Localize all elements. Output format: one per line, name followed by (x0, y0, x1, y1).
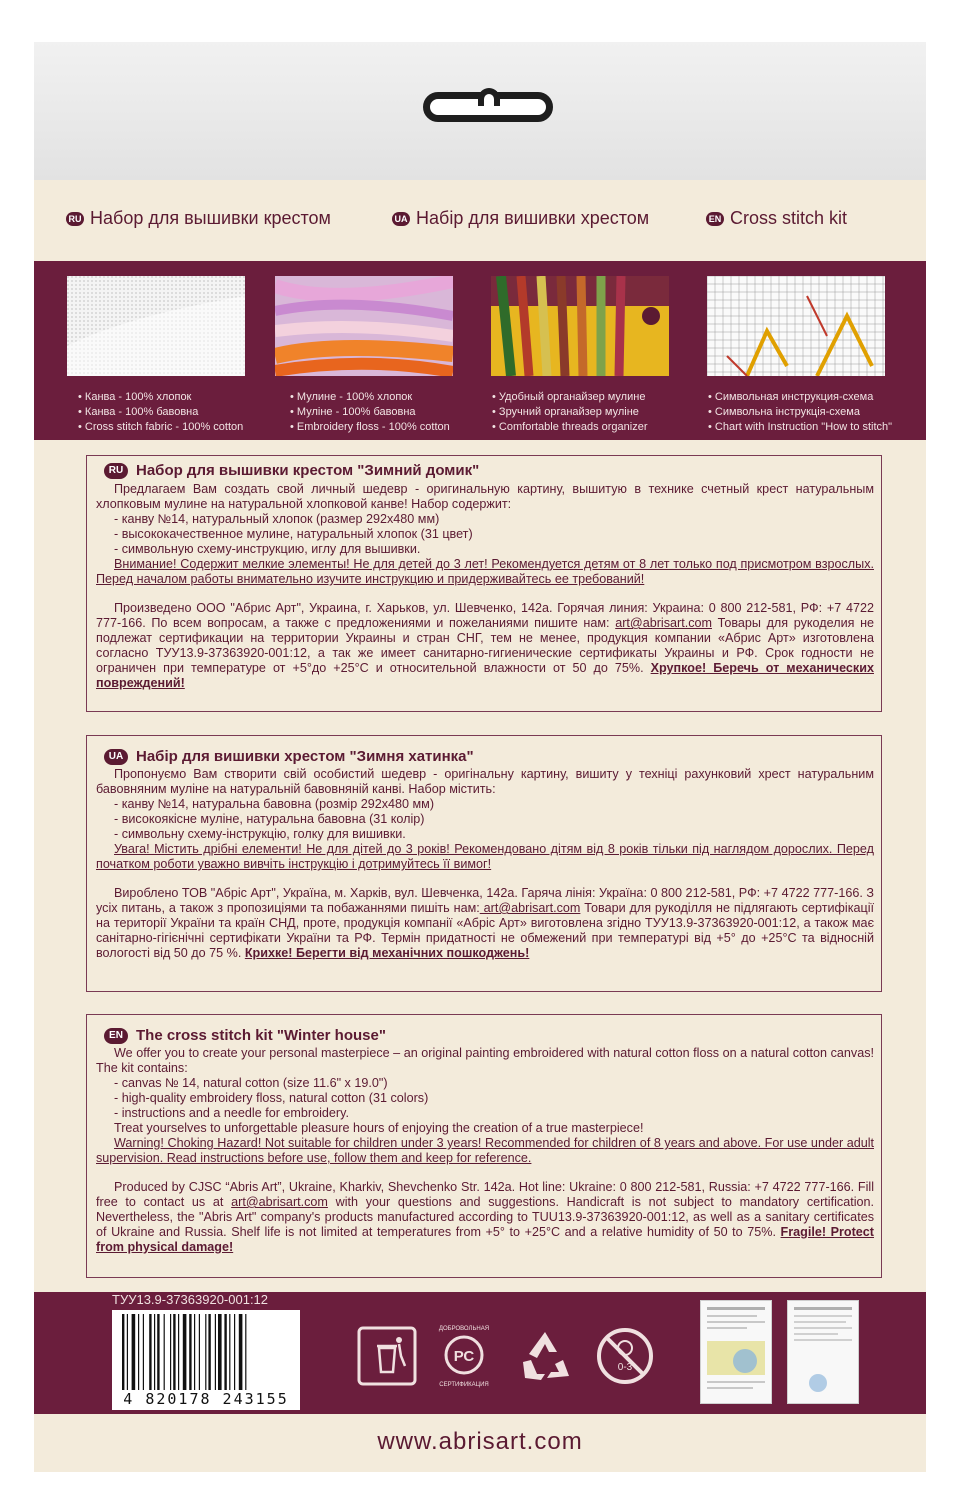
ua-section-title (104, 748, 474, 765)
feature-list-3 (492, 390, 648, 435)
recycle-icon (515, 1326, 575, 1386)
feature-item: • Comfortable threads organizer (492, 420, 648, 435)
floss-image (275, 276, 453, 376)
ru-item: - символьную схему-инструкцию, иглу для вышивки. (114, 542, 421, 556)
ru-producer-2: Товары для рукоделия не подлежат сертификации на территории Украины и стран СНГ, тем не менее, продукция компании «Абрис Арт» изготовлена согласно ТУУ13.9-37363920-001:12, а так же имеет санитарно-гигиенические сертификаты Украины и РФ. Срок годности не ограничен при температуре от +5°до +25°С и относительной влажности от 50 до 75%. (96, 616, 875, 675)
ru-section-title (104, 462, 479, 479)
canvas-fabric-image (67, 276, 245, 376)
ua-email-link[interactable]: art@abrisart.com (479, 901, 581, 915)
rst-mark: РС (453, 1348, 475, 1365)
en-badge: EN (706, 212, 724, 226)
ru-badge: RU (66, 212, 84, 226)
en-intro: We offer you to create your personal masterpiece – an original painting embroidered with natural cotton floss on a natural cotton canvas! The kit contains: (96, 1046, 874, 1075)
header-ru (66, 208, 331, 229)
feature-list-1 (78, 390, 243, 435)
feature-item: • Символьная инструкция-схема (708, 390, 892, 405)
rst-certification-icon (432, 1320, 496, 1390)
en-producer-1: Produced by CJSC “Abris Art”, Ukraine, Kharkiv, Shevchenko Str. 142a. Hot line: Ukraine: 0 800 212-581, Russia: +7 4722 777-166. Fill free to contact us at (96, 1180, 874, 1209)
certificate-russia (787, 1300, 859, 1404)
en-section-body (96, 1046, 874, 1255)
feature-item: • Канва - 100% хлопок (78, 390, 243, 405)
header-ua (392, 208, 649, 229)
ru-intro: Предлагаем Вам создать свой личный шедевр - оригинальную картину, вышитую в технике счетный крест натуральным хлопковым мулине на натуральной хлопковой канве! Набор содержит: (96, 482, 874, 511)
ru-section-badge: RU (104, 463, 128, 479)
feature-item: • Зручний органайзер муліне (492, 405, 648, 420)
ua-fragile: Крихке! Берегти від механічних пошкоджень! (244, 946, 530, 960)
barcode (112, 1310, 300, 1410)
en-warning: Warning! Choking Hazard! Not suitable for children under 3 years! Recommended for children of 8 years and above. For use under adult supervision. Read instructions before use, follow them and keep for reference. (96, 1136, 874, 1165)
ua-intro: Пропонуємо Вам створити свій особистий шедевр - оригінальну картину, вишиту у техніці рахунковий хрест натуральним бавовняним муліне на натуральній бавовняній канві. Набор містить: (96, 767, 874, 796)
ru-email-link[interactable]: art@abrisart.com (615, 616, 712, 630)
ru-producer-1: Произведено ООО "Абрис Арт", Украина, г. Харьков, ул. Шевченко, 142а. Горячая линия: Украина: 0 800 212-581, РФ: +7 4722 777-166. По всем вопросам, а также с предложениями и пожеланиями пишите нам: (96, 601, 874, 630)
ua-item: - високоякісне муліне, натуральна бавовна (31 колір) (114, 812, 425, 826)
ua-warning: Увага! Містить дрібні елементи! Не для дітей до 3 років! Рекомендовано дітям від 8 років тільки під наглядом дорослих. Перед початком роботи уважно вивчіть інструкцію і дотримуйтесь її вимог! (96, 842, 874, 871)
en-section-badge: EN (104, 1028, 128, 1044)
feature-list-2 (290, 390, 450, 435)
header-en (706, 208, 847, 229)
rst-top-text: ДОБРОВОЛЬНАЯ (438, 1326, 490, 1332)
age-label: 0-3 (617, 1362, 633, 1373)
hang-notch (478, 88, 500, 106)
barcode-number: 4 820178 243155 (123, 1390, 289, 1408)
barcode-bars (120, 1314, 292, 1390)
age-warning-icon (595, 1326, 655, 1386)
ua-producer-1: Вироблено ТОВ "Абріс Арт", Україна, м. Харків, вул. Шевченка, 142а. Гаряча лінія: Україна: 0 800 212-581, РФ: +7 4722 777-166. З усіх питань, а також з пропозиціями та побажаннями пишіть нам: (96, 886, 874, 915)
ru-item: - канву №14, натуральный хлопок (размер 292x480 мм) (114, 512, 440, 526)
ua-item: - канву №14, натуральна бавовна (розмір 292x480 мм) (114, 797, 435, 811)
ua-title-text: Набір для вишивки хрестом "Зимня хатинка" (136, 748, 474, 765)
header-ua-title: Набір для вишивки хрестом (416, 208, 650, 228)
ua-section-body (96, 767, 874, 961)
ru-producer (96, 601, 874, 691)
ru-title-text: Набор для вышивки крестом "Зимний домик" (136, 462, 480, 479)
ru-warning: Внимание! Содержит мелкие элементы! Не для детей до 3 лет! Рекомендуется детям от 8 лет только под присмотром взрослых. Перед началом работы внимательно изучите инструкцию и придерживайтесь ее требований! (96, 557, 874, 586)
recycle-bin-icon (357, 1326, 417, 1386)
ua-badge: UA (392, 212, 410, 226)
feature-list-4 (708, 390, 892, 435)
certificate-ukraine (700, 1300, 772, 1404)
ua-item: - символьну схему-інструкцію, голку для вишивки. (114, 827, 406, 841)
certificate-russia-image (788, 1301, 858, 1403)
chart-scheme-image (707, 276, 885, 376)
feature-item: • Символьна інструкція-схема (708, 405, 892, 420)
en-item: - instructions and a needle for embroidery. (114, 1106, 349, 1120)
ru-section-body (96, 482, 874, 691)
feature-item: • Cross stitch fabric - 100% cotton (78, 420, 243, 435)
en-item: - canvas № 14, natural cotton (size 11.6" x 19.0") (114, 1076, 388, 1090)
en-item: - high-quality embroidery floss, natural cotton (31 colors) (114, 1091, 429, 1105)
ru-fragile: Хрупкое! Беречь от механических повреждений! (96, 661, 874, 690)
ua-section-badge: UA (104, 749, 128, 765)
en-producer-2: with your questions and suggestions. Handicraft is not subject to mandatory certification. Nevertheless, the "Abris Art" company's products manufactured according to TUU13.9-37363920-001:12, as well as a sanitary certificates of Ukraine and Russia. Shelf life is not limited at temperatures from +5° to +25°C and a relative humidity of 50 to 75%. (96, 1195, 875, 1239)
header-ru-title: Набор для вышивки крестом (90, 208, 331, 228)
en-producer (96, 1180, 874, 1255)
feature-item: • Муліне - 100% бавовна (290, 405, 450, 420)
certificate-ukraine-image (701, 1301, 771, 1403)
feature-item: • Мулине - 100% хлопок (290, 390, 450, 405)
feature-item: • Embroidery floss - 100% cotton (290, 420, 450, 435)
header-en-title: Cross stitch kit (730, 208, 848, 228)
feature-item: • Chart with Instruction "How to stitch" (708, 420, 892, 435)
ua-producer (96, 886, 874, 961)
en-fragile: Fragile! Protect from physical damage! (96, 1225, 875, 1254)
feature-item: • Канва - 100% бавовна (78, 405, 243, 420)
ua-producer-2: Товари для рукоділля не підлягають сертифікації на території України та країн СНД, проте, продукція компанії «Абріс Арт» виготовлена згідно ТУУ13.9-37363920-001:12, а також має санітарно-гігієнічні сертифікати України та РФ. Термін придатності не обмежений при температурі від +5° до +25°С та відносній вологості від 50 до 75 %. (96, 901, 875, 960)
en-section-title (104, 1027, 386, 1044)
en-title-text: The cross stitch kit "Winter house" (136, 1027, 386, 1044)
en-email-link[interactable]: art@abrisart.com (231, 1195, 328, 1209)
ru-item: - высококачественное мулине, натуральный хлопок (31 цвет) (114, 527, 473, 541)
organizer-image (491, 276, 669, 376)
feature-item: • Удобный органайзер мулине (492, 390, 648, 405)
tuy-code: ТУУ13.9-37363920-001:12 (112, 1292, 269, 1307)
en-treat: Treat yourselves to unforgettable pleasure hours of enjoying the creation of a true masterpiece! (114, 1121, 644, 1135)
website-link[interactable]: www.abrisart.com (377, 1428, 583, 1455)
rst-bottom-text: СЕРТИФИКАЦИЯ (439, 1382, 489, 1388)
